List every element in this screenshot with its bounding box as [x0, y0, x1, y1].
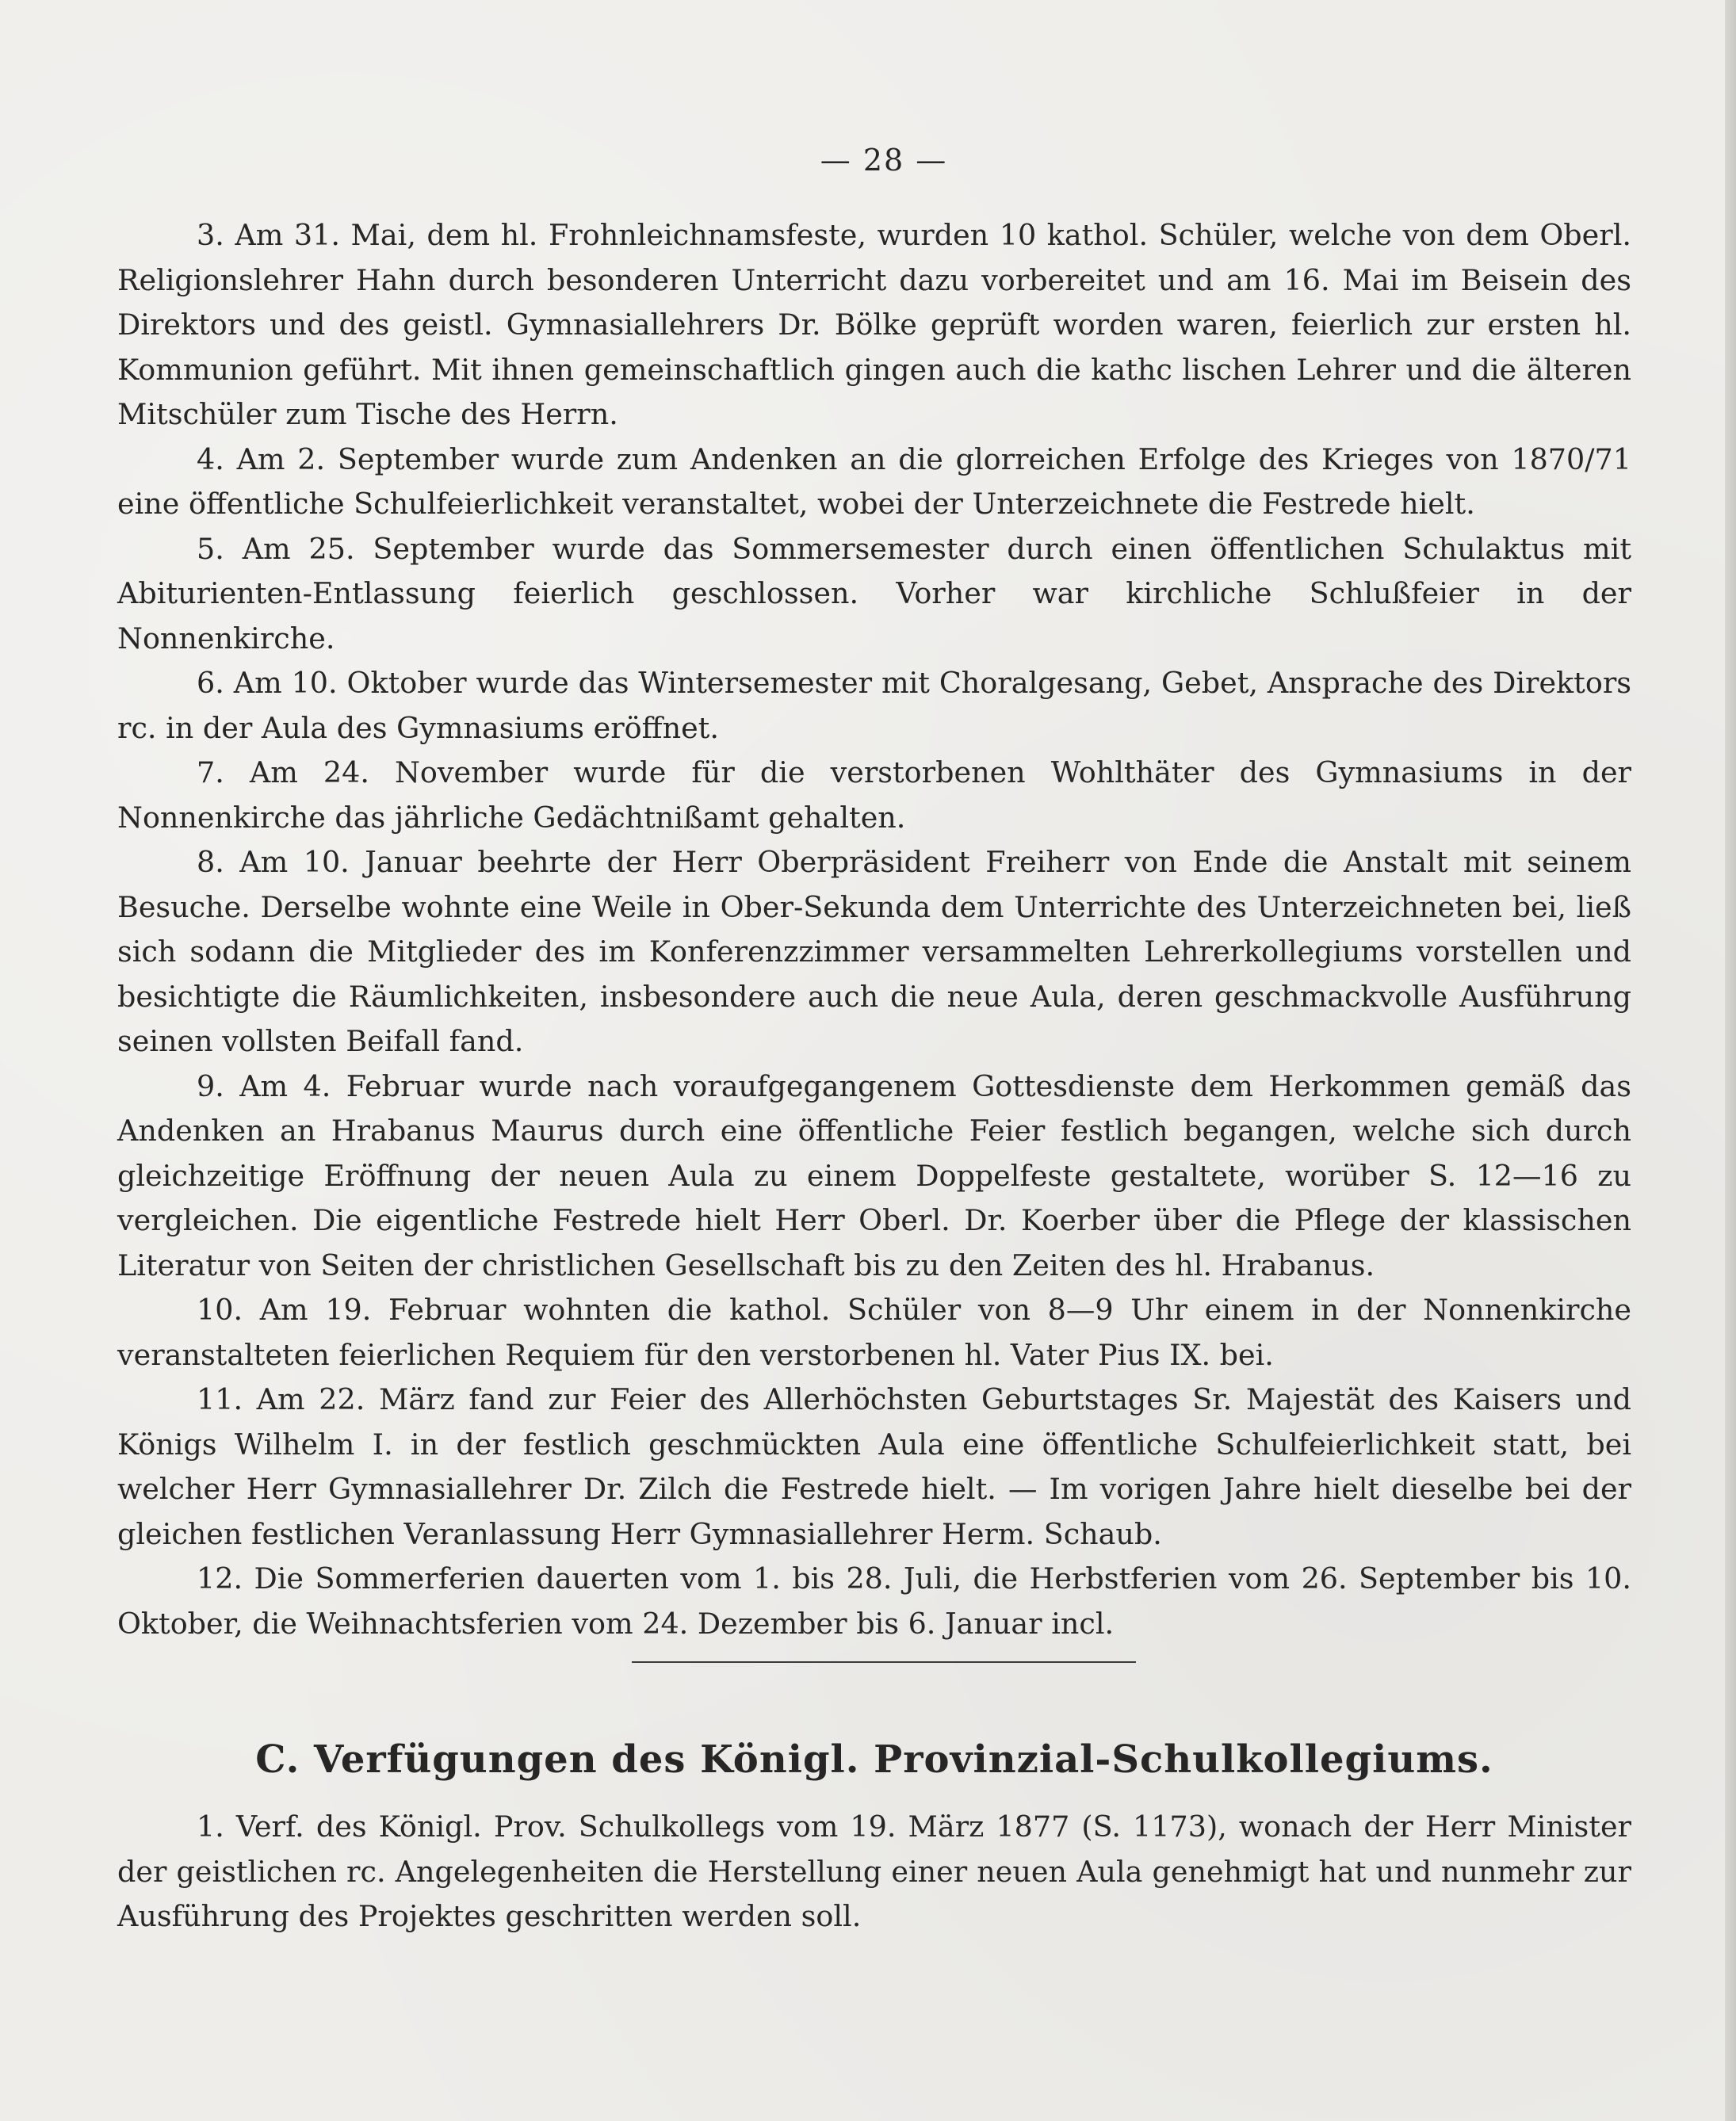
paragraph-6: 6. Am 10. Oktober wurde das Wintersemester mit Choralgesang, Gebet, Ansprache des Direktors rc. in der Aula des Gymnasiums eröffnet. — [117, 666, 1631, 745]
paragraph-8: 8. Am 10. Januar beehrte der Herr Oberpräsident Freiherr von Ende die Anstalt mit seinem Besuche. Derselbe wohnte eine Weile in Ober-Sekunda dem Unterrichte des Unterzeichneten bei, ließ sich sodann die Mitglieder des im Konferenzzimmer versammelten Lehrerkollegiums vorstellen und besichtigte die Räumlichkeiten, insbesondere auch die neue Aula, deren geschmackvolle Ausführung seinen vollsten Beifall fand. — [117, 845, 1631, 1058]
page-number: — 28 — — [820, 143, 948, 178]
paragraph-4: 4. Am 2. September wurde zum Andenken an die glorreichen Erfolge des Krieges von 1870/71 eine öffentliche Schulfeierlichkeit veranstaltet, wobei der Unterzeichnete die Festrede hielt. — [117, 441, 1631, 521]
section-heading: C. Verfügungen des Königl. Provinzial-Schulkollegiums. — [255, 1737, 1493, 1782]
section-c-paragraph-1: 1. Verf. des Königl. Prov. Schulkollegs vom 19. März 1877 (S. 1173), wonach der Herr Minister der geistlichen rc. Angelegenheiten die Herstellung einer neuen Aula genehmigt hat und nunmehr zur Ausführung des Projektes geschritten werden soll. — [117, 1810, 1631, 1933]
chronicle-text — [117, 213, 1631, 1646]
section-divider — [632, 1661, 1136, 1663]
paragraph-10: 10. Am 19. Februar wohnten die kathol. Schüler von 8—9 Uhr einem in der Nonnenkirche veranstalteten feierlichen Requiem für den verstorbenen hl. Vater Pius IX. bei. — [117, 1293, 1631, 1372]
paragraph-7: 7. Am 24. November wurde für die verstorbenen Wohlthäter des Gymnasiums in der Nonnenkirche das jährliche Gedächtnißamt gehalten. — [117, 755, 1631, 835]
paragraph-12: 12. Die Sommerferien dauerten vom 1. bis 28. Juli, die Herbstferien vom 26. September bis 10. Oktober, die Weihnachtsferien vom 24. Dezember bis 6. Januar incl. — [117, 1561, 1631, 1641]
section-c-text — [117, 1805, 1631, 1939]
paragraph-9: 9. Am 4. Februar wurde nach voraufgegangenem Gottesdienste dem Herkommen gemäß das Andenken an Hrabanus Maurus durch eine öffentliche Feier festlich begangen, welche sich durch gleichzeitige Eröffnung der neuen Aula zu einem Doppelfeste gestaltete, worüber S. 12—16 zu vergleichen. Die eigentliche Festrede hielt Herr Oberl. Dr. Koerber über die Pflege der klassischen Literatur von Seiten der christlichen Gesellschaft bis zu den Zeiten des hl. Hrabanus. — [117, 1068, 1631, 1282]
page-edge-shadow — [1725, 0, 1736, 2121]
paragraph-5: 5. Am 25. September wurde das Sommersemester durch einen öffentlichen Schulaktus mit Abiturienten-Entlassung feierlich geschlossen. Vorher war kirchliche Schlußfeier in der Nonnenkirche. — [117, 531, 1631, 655]
paragraph-11: 11. Am 22. März fand zur Feier des Allerhöchsten Geburtstages Sr. Majestät des Kaisers und Königs Wilhelm I. in der festlich geschmückten Aula eine öffentliche Schulfeierlichkeit statt, bei welcher Herr Gymnasiallehrer Dr. Zilch die Festrede hielt. — Im vorigen Jahre hielt dieselbe bei der gleichen festlichen Veranlassung Herr Gymnasiallehrer Herm. Schaub. — [117, 1382, 1631, 1551]
paragraph-3: 3. Am 31. Mai, dem hl. Frohnleichnamsfeste, wurden 10 kathol. Schüler, welche von dem Oberl. Religionslehrer Hahn durch besonderen Unterricht dazu vorbereitet und am 16. Mai im Beisein des Direktors und des geistl. Gymnasiallehrers Dr. Bölke geprüft worden waren, feierlich zur ersten hl. Kommunion geführt. Mit ihnen gemeinschaftlich gingen auch die kathc lischen Lehrer und die älteren Mitschüler zum Tische des Herrn. — [117, 218, 1631, 431]
